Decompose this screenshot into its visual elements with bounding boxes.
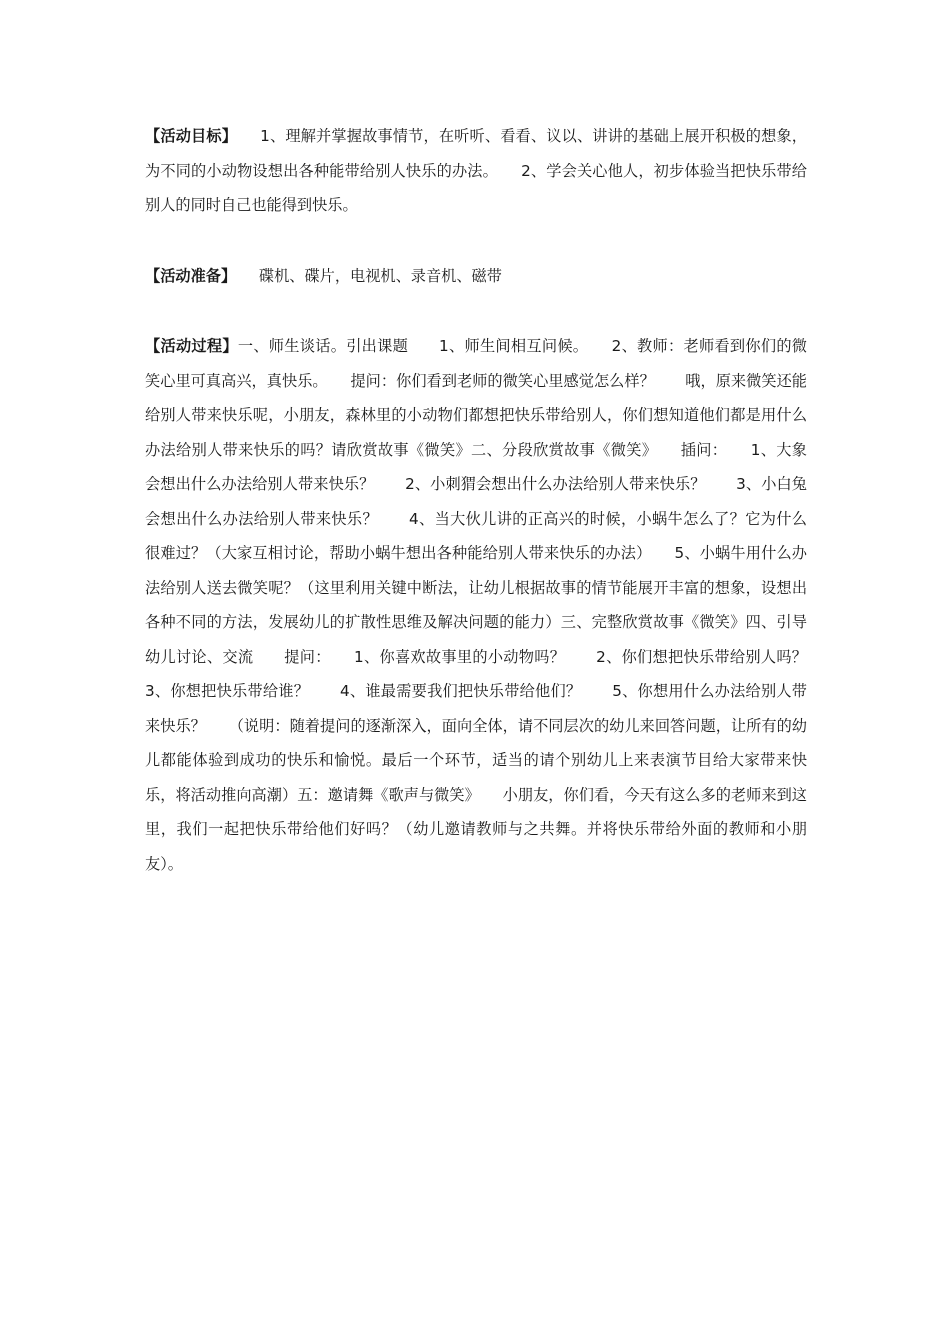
activity-process-text: 一、师生谈话。引出课题 1、师生间相互问候。 2、教师：老师看到你们的微笑心里可真高兴，真快乐。 提问：你们看到老师的微笑心里感觉怎么样？ 哦，原来微笑还能给别人带来快乐呢，小朋友，森林里的小动物们都想把快乐带给别人，你们想知道他们都是用什么办法给别人带来快乐的吗？请欣赏故事《微笑》二、分段欣赏故事《微笑》 插问： 1、大象会想出什么办法给别人带来快乐？ 2、小刺猬会想出什么办法给别人带来快乐？ 3、小白兔会想出什么办法给别人带来快乐？ 4、当大伙儿讲的正高兴的时候，小蜗牛怎么了？它为什么很难过？（大家互相讨论，帮助小蜗牛想出各种能给别人带来快乐的办法） 5、小蜗牛用什么办法给别人送去微笑呢？（这里利用关键中断法，让幼儿根据故事的情节能展开丰富的想象，设想出各种不同的方法，发展幼儿的扩散性思维及解决问题的能力）三、完整欣赏故事《微笑》四、引导幼儿讨论、交流 提问： 1、你喜欢故事里的小动物吗？ 2、你们想把快乐带给别人吗？ 3、你想把快乐带给谁？ 4、谁最需要我们把快乐带给他们？ 5、你想用什么办法给别人带来快乐？ （说明：随着提问的逐渐深入，面向全体，请不同层次的幼儿来回答问题，让所有的幼儿都能体验到成功的快乐和愉悦。最后一个环节，适当的请个别幼儿上来表演节目给大家带来快乐，将活动推向高潮）五：邀请舞《歌声与微笑》 小朋友，你们看，今天有这么多的老师来到这里，我们一起把快乐带给他们好吗？（幼儿邀请教师与之共舞。并将快乐带给外面的教师和小朋友）。 bbox=[145, 337, 838, 873]
activity-preparation-heading: 【活动准备】 bbox=[145, 267, 229, 285]
activity-goal-heading: 【活动目标】 bbox=[145, 127, 230, 145]
activity-preparation-section bbox=[145, 259, 807, 294]
activity-goal-text: 1、理解并掌握故事情节，在听听、看看、议以、讲讲的基础上展开积极的想象，为不同的小动物设想出各种能带给别人快乐的办法。 2、学会关心他人，初步体验当把快乐带给别人的同时自己也能得到快乐。 bbox=[145, 127, 807, 214]
activity-goal-section bbox=[145, 119, 807, 223]
activity-process-heading: 【活动过程】 bbox=[145, 337, 238, 355]
activity-preparation-text: 碟机、碟片，电视机、录音机、磁带 bbox=[228, 267, 502, 285]
activity-process-section bbox=[145, 329, 838, 881]
